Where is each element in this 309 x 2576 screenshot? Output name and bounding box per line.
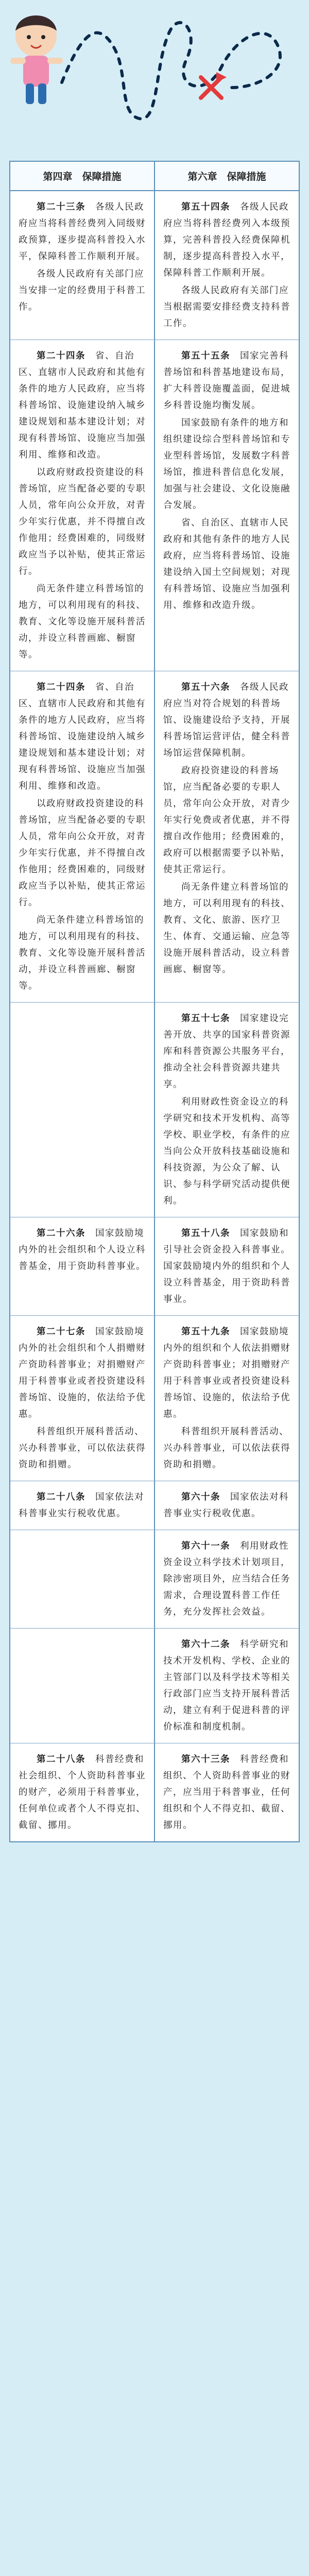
table-row <box>10 340 299 671</box>
article-number: 第六十三条 <box>181 1754 230 1764</box>
table-row <box>10 1481 299 1530</box>
cartoon-child-runner-icon <box>10 15 63 104</box>
table-cell-right <box>154 340 299 671</box>
article-text: 国家鼓励境内外的组织和个人依法捐赠财产资助科普事业；对捐赠财产用于科普事业或者投资建设科普场馆、设施的，依法给予优惠。 <box>163 1326 290 1419</box>
table-cell-right <box>154 671 299 1002</box>
article-text: 国家鼓励境内外的社会组织和个人设立科普基金，用于资助科普事业。 <box>19 1228 146 1271</box>
table-cell-left <box>10 1481 154 1530</box>
article-text: 尚无条件建立科普场馆的地方，可以利用现有的科技、教育、文化等设施开展科普活动，并设立科普画廊、橱窗等。 <box>19 583 146 659</box>
table-cell-right <box>154 1743 299 1841</box>
article-text: 科普经费和组织、个人资助科普事业的财产，应当用于科普事业，任何组织和个人不得克扣、截留、挪用。 <box>163 1754 290 1830</box>
article-paragraph <box>163 1323 291 1422</box>
table-cell-right <box>154 1003 299 1217</box>
article-text: 尚无条件建立科普场馆的地方，可以利用现有的科技、教育、文化等设施开展科普活动，并设立科普画廊、橱窗等。 <box>19 914 146 991</box>
table-row <box>10 191 299 340</box>
article-paragraph <box>163 1093 291 1209</box>
article-text: 以政府财政投资建设的科普场馆，应当配备必要的专职人员，常年向公众开放，对青少年实行优惠，并不得擅自改作他用；经费困难的，同级财政应当予以补贴，使其正常运行。 <box>19 798 146 907</box>
article-text: 国家完善科普场馆和科普基地建设布局，扩大科普设施覆盖面，促进城乡科普设施均衡发展。 <box>163 350 290 410</box>
article-paragraph <box>19 1488 147 1521</box>
article-text: 各级人民政府有关部门应当根据需要安排经费支持科普工作。 <box>163 285 290 328</box>
article-number: 第二十六条 <box>37 1228 85 1238</box>
article-number: 第六十二条 <box>181 1639 230 1649</box>
article-paragraph <box>163 1010 291 1092</box>
article-number: 第五十六条 <box>181 682 230 692</box>
table-cell-left <box>10 1003 154 1217</box>
article-number: 第二十八条 <box>37 1754 85 1764</box>
table-row <box>10 671 299 1003</box>
table-row <box>10 1316 299 1481</box>
article-text: 政府投资建设的科普场馆，应当配备必要的专职人员，常年向公众开放，对青少年实行免费或者优惠，并不得擅自改作他用；经费困难的，政府可以根据需要予以补贴，使其正常运行。 <box>163 765 290 874</box>
table-row <box>10 1003 299 1217</box>
article-paragraph <box>19 464 147 579</box>
table-cell-left <box>10 340 154 671</box>
article-paragraph <box>163 1423 291 1472</box>
article-text: 利用财政性资金设立科学技术计划项目，除涉密项目外，应当结合任务需求，合理设置科普工作任务，充分发挥社会效益。 <box>163 1540 290 1617</box>
article-text: 科普组织开展科普活动、兴办科普事业，可以依法获得资助和捐赠。 <box>163 1426 290 1469</box>
header-right: 第六章 保障措施 <box>154 162 299 190</box>
article-text: 省、自治区、直辖市人民政府和其他有条件的地方人民政府，应当将科普场馆、设施建设纳入城乡建设规划和基本建设计划；对现有科普场馆、设施应当加强利用、维修和改造。 <box>19 350 146 460</box>
article-paragraph <box>19 265 147 315</box>
article-text: 国家依法对科普事业实行税收优惠。 <box>163 1492 289 1518</box>
article-paragraph <box>19 679 147 794</box>
article-paragraph <box>163 1488 291 1521</box>
table-row <box>10 1629 299 1743</box>
table-header-row <box>10 162 299 191</box>
table-cell-left <box>10 191 154 340</box>
article-paragraph <box>163 198 291 281</box>
article-number: 第五十八条 <box>181 1228 230 1238</box>
table-row <box>10 1217 299 1316</box>
article-paragraph <box>163 762 291 877</box>
article-text: 各级人民政府有关部门应当安排一定的经费用于科普工作。 <box>19 268 146 312</box>
article-number: 第五十七条 <box>181 1013 230 1023</box>
article-paragraph <box>19 795 147 910</box>
article-number: 第二十四条 <box>37 350 85 361</box>
table-cell-right <box>154 1217 299 1315</box>
article-paragraph <box>163 282 291 331</box>
article-text: 科普组织开展科普活动、兴办科普事业，可以依法获得资助和捐赠。 <box>19 1426 146 1469</box>
table-body <box>10 191 299 1841</box>
table-cell-right <box>154 1629 299 1743</box>
comparison-table <box>9 161 300 1842</box>
article-text: 国家建设完善开放、共享的国家科普资源库和科普资源公共服务平台，推动全社会科普资源共建共享。 <box>163 1013 290 1089</box>
table-cell-left <box>10 1629 154 1743</box>
banner <box>0 0 309 155</box>
banner-illustration <box>0 0 309 155</box>
article-paragraph <box>163 679 291 761</box>
article-paragraph <box>19 1225 147 1274</box>
table-cell-right <box>154 1530 299 1628</box>
article-text: 国家鼓励境内外的社会组织和个人捐赠财产资助科普事业；对捐赠财产用于科普事业或者投资建设科普场馆、设施的，依法给予优惠。 <box>19 1326 146 1419</box>
article-paragraph <box>19 198 147 264</box>
article-number: 第五十九条 <box>181 1326 230 1336</box>
article-paragraph <box>163 514 291 613</box>
article-paragraph <box>163 878 291 977</box>
table-row <box>10 1743 299 1841</box>
article-text: 国家鼓励和引导社会资金投入科普事业。国家鼓励境内外的组织和个人设立科普基金，用于资助科普事业。 <box>163 1228 290 1304</box>
article-text: 国家鼓励有条件的地方和组织建设综合型科普场馆和专业型科普场馆，发展数字科普场馆，推进科普信息化发展，加强与社会建设、文化设施融合发展。 <box>163 417 290 510</box>
article-paragraph <box>163 1751 291 1833</box>
table-cell-right <box>154 191 299 340</box>
article-text: 各级人民政府应当将科普经费列入同级财政预算，逐步提高科普投入水平，保障科普工作顺利开展。 <box>19 201 146 261</box>
article-text: 各级人民政府应当对符合规划的科普场馆、设施建设给予支持，开展科普场馆运营评估，健全科普场馆运营保障机制。 <box>163 682 290 758</box>
table-cell-left <box>10 1316 154 1481</box>
table-cell-left <box>10 1530 154 1628</box>
article-text: 以政府财政投资建设的科普场馆，应当配备必要的专职人员，常年向公众开放，对青少年实行优惠，并不得擅自改作他用；经费困难的，同级财政应当予以补贴，使其正常运行。 <box>19 467 146 576</box>
article-paragraph <box>163 1225 291 1307</box>
article-paragraph <box>19 347 147 463</box>
article-paragraph <box>163 347 291 413</box>
table-row <box>10 1530 299 1629</box>
article-number: 第二十七条 <box>37 1326 85 1336</box>
article-paragraph <box>163 414 291 513</box>
table-cell-right <box>154 1316 299 1481</box>
article-paragraph <box>19 580 147 663</box>
article-paragraph <box>163 1636 291 1735</box>
article-text: 科普经费和社会组织、个人资助科普事业的财产，必须用于科普事业，任何单位或者个人不得克扣、截留、挪用。 <box>19 1754 146 1830</box>
table-cell-left <box>10 1217 154 1315</box>
header-left: 第四章 保障措施 <box>10 162 154 190</box>
dotted-path-route-icon <box>62 23 280 119</box>
table-cell-left <box>10 1743 154 1841</box>
table-cell-left <box>10 671 154 1002</box>
article-paragraph <box>19 911 147 994</box>
article-number: 第五十四条 <box>181 201 230 212</box>
article-text: 省、自治区、直辖市人民政府和其他有条件的地方人民政府，应当将科普场馆、设施建设纳入国土空间规划；对现有科普场馆、设施应当加强利用、维修和改造升级。 <box>163 517 290 610</box>
article-number: 第六十条 <box>181 1492 220 1502</box>
article-number: 第二十四条 <box>37 682 85 692</box>
article-text: 国家依法对科普事业实行税收优惠。 <box>19 1492 144 1518</box>
article-number: 第二十八条 <box>37 1492 85 1502</box>
article-paragraph <box>19 1751 147 1833</box>
article-number: 第五十五条 <box>181 350 230 361</box>
article-text: 利用财政性资金设立的科学研究和技术开发机构、高等学校、职业学校，有条件的应当向公众开放科技基础设施和科技资源，为公众了解、认识、参与科学研究活动提供便利。 <box>163 1096 290 1206</box>
article-text: 各级人民政府应当将科普经费列入本级预算，完善科普投入经费保障机制，逐步提高科普投入水平，保障科普工作顺利开展。 <box>163 201 290 278</box>
article-number: 第二十三条 <box>37 201 85 212</box>
article-text: 科学研究和技术开发机构、学校、企业的主管部门以及科学技术等相关行政部门应当支持开展科普活动，建立有利于促进科普的评价标准和制度机制。 <box>163 1639 290 1732</box>
article-number: 第六十一条 <box>181 1540 230 1551</box>
article-text: 尚无条件建立科普场馆的地方，可以利用现有的科技、教育、文化、旅游、医疗卫生、体育、交通运输、应急等设施开展科普活动，设立科普画廊、橱窗等。 <box>163 882 290 974</box>
article-paragraph <box>163 1537 291 1620</box>
article-paragraph <box>19 1323 147 1422</box>
article-text: 省、自治区、直辖市人民政府和其他有条件的地方人民政府，应当将科普场馆、设施建设纳入城乡建设规划和基本建设计划；对现有科普场馆、设施应当加强利用、维修和改造。 <box>19 682 146 791</box>
article-paragraph <box>19 1423 147 1472</box>
table-cell-right <box>154 1481 299 1530</box>
